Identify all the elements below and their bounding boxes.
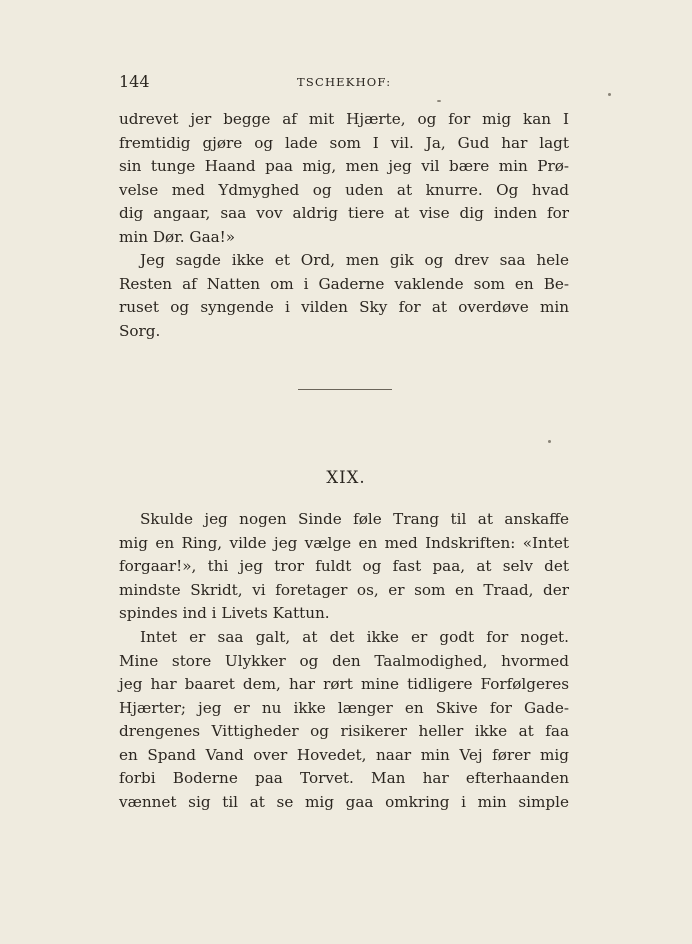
text-line: Jeg sagde ikke et Ord, men gik og drev saa hele bbox=[140, 251, 569, 269]
text-line: forbi Boderne paa Torvet. Man har efterhaanden bbox=[119, 769, 569, 787]
text-line: udrevet jer begge af mit Hjærte, og for mig kan I bbox=[119, 110, 569, 128]
text-line: sin tunge Haand paa mig, men jeg vil bære min Prø- bbox=[119, 157, 569, 175]
section-divider bbox=[298, 389, 392, 390]
paragraph-continued bbox=[119, 108, 569, 249]
text-line: dig angaar, saa vov aldrig tiere at vise dig inden for bbox=[119, 204, 569, 222]
chapter-heading: XIX. bbox=[326, 468, 366, 487]
text-line: Skulde jeg nogen Sinde føle Trang til at anskaffe bbox=[140, 510, 569, 528]
text-line: min Dør. Gaa!» bbox=[119, 227, 236, 246]
text-line: mig en Ring, vilde jeg vælge en med Indskriften: «Intet bbox=[119, 533, 569, 552]
text-line: mindste Skridt, vi foretager os, er som en Traad, der bbox=[119, 580, 569, 599]
page-number: 144 bbox=[119, 72, 150, 91]
text-line: Hjærter; jeg er nu ikke længer en Skive for Gade- bbox=[119, 698, 569, 717]
running-head: TSCHEKHOF: bbox=[297, 75, 392, 89]
text-line: Resten af Natten om i Gaderne vaklende som en Be- bbox=[119, 274, 569, 293]
text-line: en Spand Vand over Hovedet, naar min Vej fører mig bbox=[119, 745, 569, 764]
text-line: ruset og syngende i vilden Sky for at overdøve min bbox=[119, 298, 569, 316]
chapter-paragraph-1 bbox=[119, 508, 569, 626]
paragraph-2 bbox=[119, 249, 569, 343]
text-line: Sorg. bbox=[119, 321, 161, 340]
text-line: drengenes Vittigheder og risikerer heller ikke at faa bbox=[119, 722, 569, 740]
paper-speck bbox=[608, 93, 611, 96]
chapter-paragraph-2 bbox=[119, 626, 569, 814]
page-header bbox=[119, 72, 569, 94]
text-line: Mine store Ulykker og den Taalmodighed, hvormed bbox=[119, 651, 569, 670]
text-line: velse med Ydmyghed og uden at knurre. Og hvad bbox=[119, 180, 569, 199]
paper-speck bbox=[548, 440, 551, 443]
text-line: Intet er saa galt, at det ikke er godt for noget. bbox=[140, 628, 569, 646]
text-line: spindes ind i Livets Kattun. bbox=[119, 604, 330, 622]
text-line: fremtidig gjøre og lade som I vil. Ja, Gud har lagt bbox=[119, 133, 569, 152]
text-line: forgaar!», thi jeg tror fuldt og fast paa, at selv det bbox=[119, 557, 569, 575]
text-line: jeg har baaret dem, har rørt mine tidligere Forfølgeres bbox=[119, 675, 569, 693]
text-line: vænnet sig til at se mig gaa omkring i min simple bbox=[119, 792, 569, 811]
paper-speck bbox=[437, 100, 441, 102]
